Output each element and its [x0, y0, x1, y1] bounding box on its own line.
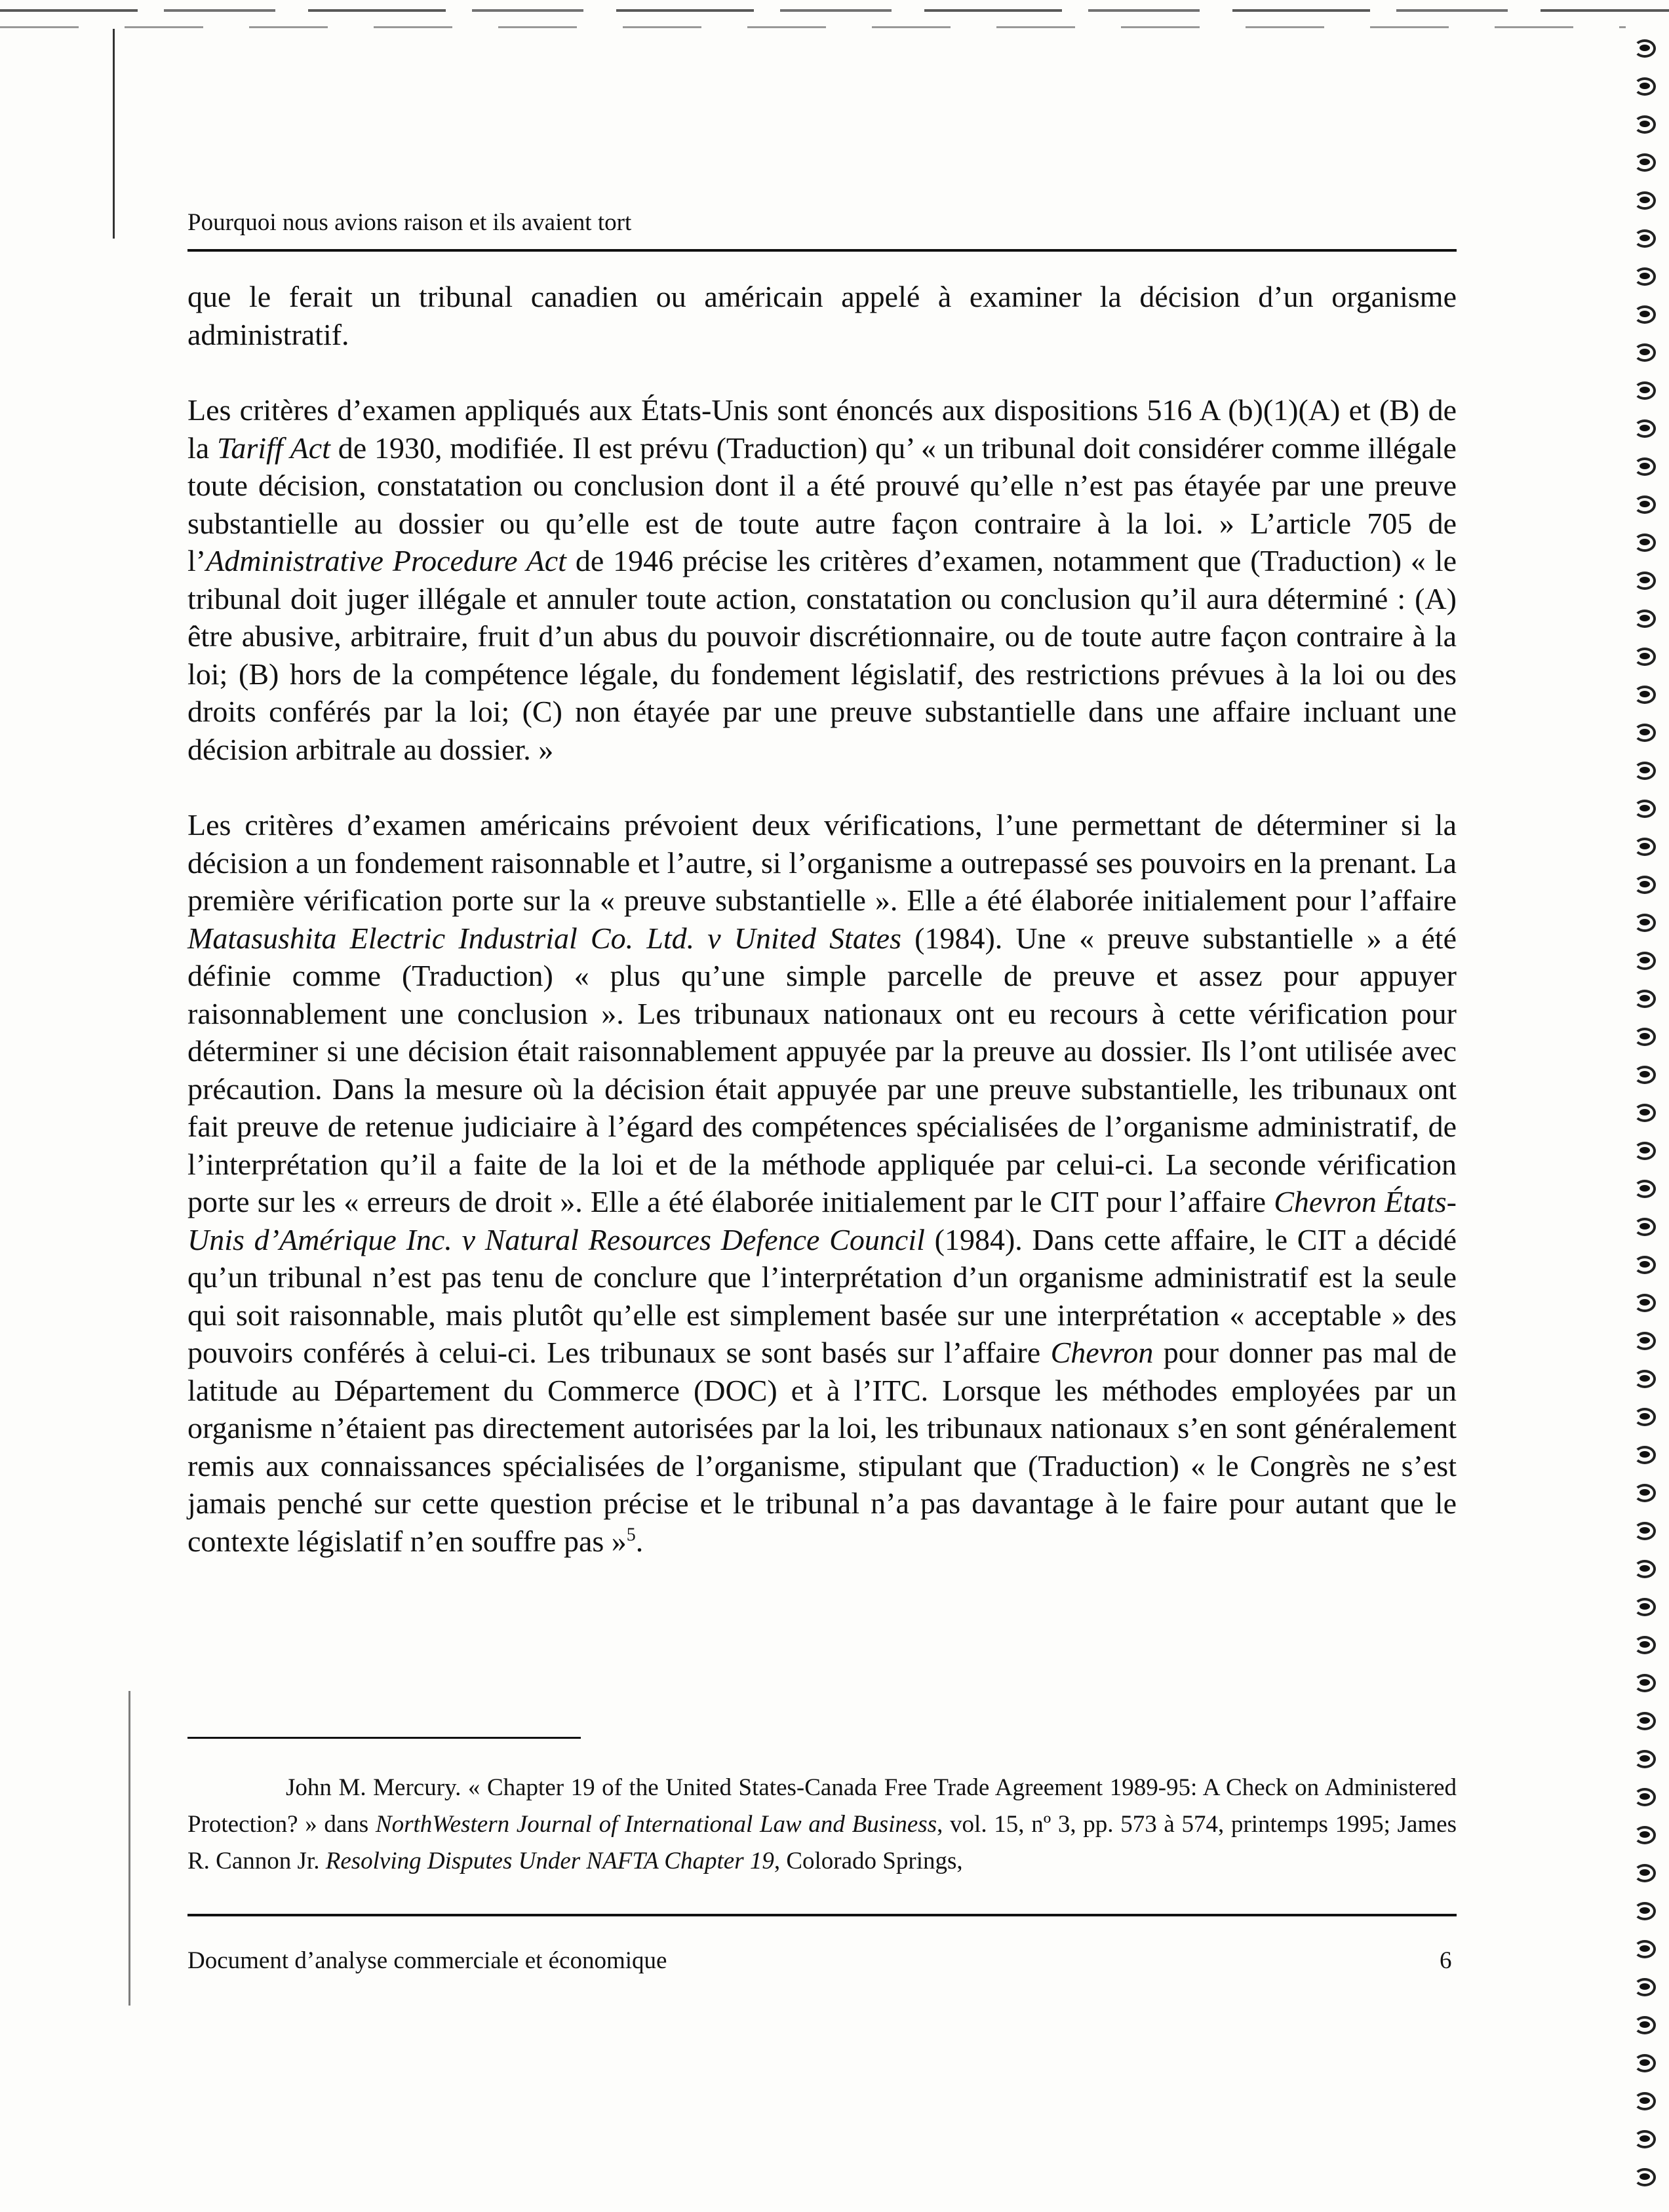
binding-ring [1634, 1370, 1656, 1388]
binding-ring [1634, 229, 1656, 248]
binding-ring [1634, 648, 1656, 666]
binding-ring [1634, 1408, 1656, 1426]
binding-ring [1634, 1598, 1656, 1616]
binding-ring [1634, 1636, 1656, 1654]
text-run: , vol. 15, nº 3, pp. 573 à 574, printemps 1995; James R. Cannon Jr. [187, 1811, 1457, 1874]
binding-ring [1634, 1750, 1656, 1768]
binding-ring [1634, 1560, 1656, 1578]
binding-ring [1634, 2016, 1656, 2034]
binding-ring [1634, 115, 1656, 134]
binding-ring [1634, 1864, 1656, 1882]
binding-ring [1634, 457, 1656, 476]
footnote [187, 1770, 1457, 1880]
case-title: Matasushita Electric Industrial Co. Ltd. v United States [187, 921, 901, 955]
binding-ring [1634, 1066, 1656, 1084]
binding-ring [1634, 267, 1656, 286]
binding-ring [1634, 153, 1656, 172]
text-run: Les critères d’examen américains prévoient deux vérifications, l’une permettant de déterminer si la décision a un fondement raisonnable et l’autre, si l’organisme a outrepassé ses pouvoirs en la prenant. La première vérification porte sur la « preuve substantielle ». Elle a été élaborée initialement pour l’affaire [187, 808, 1457, 917]
body-text [187, 278, 1457, 1598]
text-run: pour donner pas mal de latitude au Département du Commerce (DOC) et à l’ITC. Lorsque les méthodes employées par un organisme n’étaient pas directement autorisées par la loi, les tribunaux nationaux s’en sont généralement remis aux connaissances spécialisées de l’organisme, stipulant que (Traduction) « le Congrès ne s’est jamais penché sur cette question précise et le tribunal n’a pas davantage à le faire pour autant que le contexte législatif n’en souffre pas » [187, 1336, 1457, 1558]
case-title: Chevron [1050, 1336, 1154, 1369]
binding-ring [1634, 990, 1656, 1008]
text-run: de 1946 précise les critères d’examen, notamment que (Traduction) « le tribunal doit juger illégale et annuler toute action, constatation ou conclusion qu’il aura déterminé : (A) être abusive, arbitraire, fruit d’un abus du pouvoir discrétionnaire, ou de toute autre façon contraire à la loi; (B) hors de la compétence légale, du fondement législatif, des restrictions prévues à la loi ou des droits conférés par la loi; (C) non étayée par une preuve substantielle dans une affaire incluant une décision arbitrale au dossier. » [187, 544, 1457, 766]
binding-ring [1634, 1028, 1656, 1046]
binding-ring [1634, 39, 1656, 58]
paragraph-1: que le ferait un tribunal canadien ou américain appelé à examiner la décision d’un organisme administratif. [187, 280, 1457, 351]
text-run: John M. Mercury. « Chapter 19 of the United States-Canada Free Trade Agreement 1989-95: A Check on Administered Protection? » dans [187, 1774, 1457, 1838]
text-run: . [635, 1524, 644, 1558]
binding-ring [1634, 305, 1656, 324]
binding-ring [1634, 724, 1656, 742]
text-run: (1984). Dans cette affaire, le CIT a décidé qu’un tribunal n’est pas tenu de conclure que l’interprétation d’un organisme administratif est la seule qui soit raisonnable, mais plutôt qu’elle est simplement basée sur une interprétation « acceptable » des pouvoirs conférés à celui-ci. Les tribunaux se sont basés sur l’affaire [187, 1222, 1457, 1369]
margin-scan-line-lower [128, 1691, 130, 2006]
journal-title: NorthWestern Journal of International Law and Business [375, 1811, 937, 1838]
binding-ring [1634, 77, 1656, 96]
binding-ring [1634, 1674, 1656, 1692]
binding-ring [1634, 1902, 1656, 1920]
binding-ring [1634, 2092, 1656, 2110]
binding-ring [1634, 534, 1656, 552]
binding-ring [1634, 1142, 1656, 1160]
footnote-rule [187, 1737, 581, 1739]
scan-artifact-top-2 [0, 26, 1626, 28]
binding-ring [1634, 381, 1656, 400]
text-run: de 1930, modifiée. Il est prévu (Traduction) qu’ « un tribunal doit considérer comme illégale toute décision, constatation ou conclusion dont il a été prouvé qu’elle n’est pas étayée par une preuve substantielle au dossier ou qu’elle est de toute autre façon contraire à la loi. » L’article 705 de l’ [187, 431, 1457, 577]
paragraph-3 [187, 806, 1457, 1560]
footer-title: Document d’analyse commerciale et économique [187, 1947, 667, 1974]
binding-ring [1634, 343, 1656, 362]
binding-ring [1634, 1256, 1656, 1274]
binding-ring [1634, 1446, 1656, 1464]
binding-ring [1634, 952, 1656, 970]
text-run: Les critères d’examen appliqués aux États-Unis sont énoncés aux dispositions 516 A (b)(1)(A) et (B) de la [187, 393, 1457, 465]
binding-ring [1634, 2054, 1656, 2072]
binding-ring [1634, 914, 1656, 932]
binding-ring [1634, 610, 1656, 628]
binding-ring [1634, 838, 1656, 856]
page-number: 6 [1440, 1947, 1452, 1974]
footer-rule [187, 1914, 1457, 1916]
running-header: Pourquoi nous avions raison et ils avaient tort [187, 209, 632, 236]
binding-ring [1634, 191, 1656, 210]
act-title: Tariff Act [217, 431, 330, 465]
text-run: , Colorado Springs, [774, 1848, 963, 1874]
binding-ring [1634, 1826, 1656, 1844]
binding-ring [1634, 762, 1656, 780]
case-title: Chevron États-Unis d’Amérique Inc. v Natural Resources Defence Council [187, 1185, 1457, 1256]
binding-ring [1634, 2130, 1656, 2148]
spiral-binding [1630, 39, 1662, 2202]
text-run: (1984). Une « preuve substantielle » a été définie comme (Traduction) « plus qu’une simple parcelle de preuve et assez pour appuyer raisonnablement une conclusion ». Les tribunaux nationaux ont eu recours à cette vérification pour déterminer si une décision était raisonnablement appuyée par la preuve au dossier. Ils l’ont utilisée avec précaution. Dans la mesure où la décision était appuyée par une preuve substantielle, les tribunaux ont fait preuve de retenue judiciaire à l’égard des compétences spécialisées de l’organisme administratif, de l’interprétation qu’il a faite de la loi et de la méthode appliquée par celui-ci. La seconde vérification porte sur les « erreurs de droit ». Elle a été élaborée initialement par le CIT pour l’affaire [187, 921, 1457, 1218]
binding-ring [1634, 1332, 1656, 1350]
binding-ring [1634, 572, 1656, 590]
binding-ring [1634, 1788, 1656, 1806]
binding-ring [1634, 1978, 1656, 1996]
margin-scan-line [113, 29, 115, 239]
act-title: Administrative Procedure Act [206, 544, 566, 577]
binding-ring [1634, 1294, 1656, 1312]
binding-ring [1634, 686, 1656, 704]
paragraph-2 [187, 391, 1457, 768]
binding-ring [1634, 876, 1656, 894]
scan-artifact-top [0, 9, 1669, 12]
binding-ring [1634, 1104, 1656, 1122]
binding-ring [1634, 2168, 1656, 2186]
binding-ring [1634, 419, 1656, 438]
binding-ring [1634, 1180, 1656, 1198]
binding-ring [1634, 800, 1656, 818]
binding-ring [1634, 1712, 1656, 1730]
binding-ring [1634, 1522, 1656, 1540]
binding-ring [1634, 1940, 1656, 1958]
book-title: Resolving Disputes Under NAFTA Chapter 19 [325, 1848, 774, 1874]
binding-ring [1634, 1218, 1656, 1236]
footnote-reference: 5 [626, 1524, 636, 1545]
binding-ring [1634, 1484, 1656, 1502]
binding-ring [1634, 495, 1656, 514]
header-rule [187, 249, 1457, 252]
